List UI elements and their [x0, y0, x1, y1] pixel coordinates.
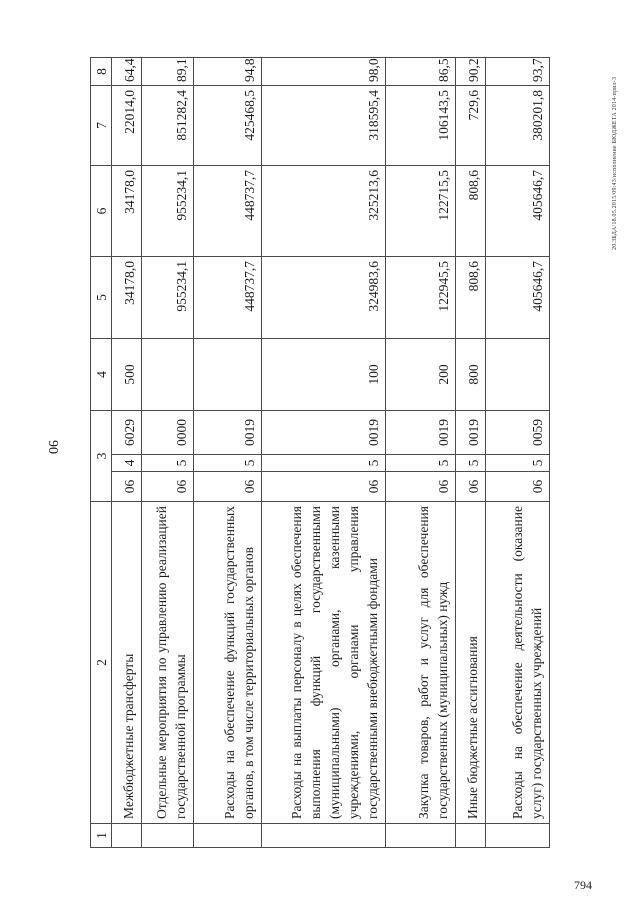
- value-cell: 106143,5: [386, 85, 456, 165]
- code-cell: 06: [194, 472, 262, 502]
- table-header-row: [91, 57, 112, 847]
- code-cell: 5: [456, 455, 486, 472]
- row-index-cell: [386, 824, 456, 848]
- value-cell: 89,1: [142, 57, 194, 85]
- value-cell: 955234,1: [142, 165, 194, 256]
- corner-page-number: 794: [574, 878, 592, 892]
- row-name: Иные бюджетные ассигнования: [456, 502, 486, 824]
- code-cell: [142, 338, 194, 410]
- code-cell: 06: [456, 472, 486, 502]
- value-cell: 64,4: [112, 57, 142, 85]
- row-index-cell: [456, 824, 486, 848]
- row-index-cell: [486, 824, 550, 848]
- code-cell: 100: [262, 338, 386, 410]
- code-cell: 0019: [194, 410, 262, 454]
- value-cell: 425468,5: [194, 85, 262, 165]
- value-cell: 98,0: [262, 57, 386, 85]
- code-cell: 0019: [456, 410, 486, 454]
- row-index-cell: [142, 824, 194, 848]
- code-cell: 5: [262, 455, 386, 472]
- value-cell: 448737,7: [194, 165, 262, 256]
- budget-table: [90, 57, 550, 848]
- column-header: 8: [91, 57, 112, 85]
- table-row: [386, 57, 456, 847]
- value-cell: 808,6: [456, 165, 486, 256]
- code-cell: 800: [456, 338, 486, 410]
- code-cell: [486, 338, 550, 410]
- value-cell: 34178,0: [112, 256, 142, 338]
- code-cell: 06: [262, 472, 386, 502]
- value-cell: 955234,1: [142, 256, 194, 338]
- column-header: 2: [91, 502, 112, 824]
- code-cell: 06: [142, 472, 194, 502]
- column-header: 6: [91, 165, 112, 256]
- row-index-cell: [194, 824, 262, 848]
- value-cell: 808,6: [456, 256, 486, 338]
- table-row: [262, 57, 386, 847]
- column-header: 7: [91, 85, 112, 165]
- file-path-footer: 20.3БДА/18.05.2015/09:43/исполнение БЮДЖЕТА 2014-прил-3: [612, 76, 618, 250]
- code-cell: 0059: [486, 410, 550, 454]
- value-cell: 318595,4: [262, 85, 386, 165]
- row-name: Отдельные мероприятия по управлению реализацией государственной программы: [142, 502, 194, 824]
- value-cell: 851282,4: [142, 85, 194, 165]
- value-cell: 94,8: [194, 57, 262, 85]
- value-cell: 405646,7: [486, 165, 550, 256]
- row-name: Расходы на обеспечение деятельности (оказание услуг) государственных учреждений: [486, 502, 550, 824]
- value-cell: 93,7: [486, 57, 550, 85]
- code-cell: 5: [194, 455, 262, 472]
- row-name: Расходы на обеспечение функций государственных органов, в том числе территориальных органов: [194, 502, 262, 824]
- column-header: 1: [91, 824, 112, 848]
- column-header: 5: [91, 256, 112, 338]
- page-number: 90: [45, 440, 60, 454]
- code-cell: 5: [386, 455, 456, 472]
- value-cell: 325213,6: [262, 165, 386, 256]
- value-cell: 90,2: [456, 57, 486, 85]
- table-row: [456, 57, 486, 847]
- code-cell: 4: [112, 455, 142, 472]
- value-cell: 380201,8: [486, 85, 550, 165]
- column-header: 4: [91, 338, 112, 410]
- code-cell: 06: [112, 472, 142, 502]
- value-cell: 448737,7: [194, 256, 262, 338]
- code-cell: [194, 338, 262, 410]
- row-name: Закупка товаров, работ и услуг для обеспечения государственных (муниципальных) нужд: [386, 502, 456, 824]
- row-name: Расходы на выплаты персоналу в целях обеспечения выполнения функций государственными (муниципальными) органами, казенными учреждениями, органами управления государственными внебюджетными фондами: [262, 502, 386, 824]
- column-header: 3: [91, 410, 112, 501]
- row-index-cell: [112, 824, 142, 848]
- value-cell: 86,5: [386, 57, 456, 85]
- table-row: [112, 57, 142, 847]
- value-cell: 122945,5: [386, 256, 456, 338]
- value-cell: 729,6: [456, 85, 486, 165]
- table-row: [486, 57, 550, 847]
- row-name: Межбюджетные трансферты: [112, 502, 142, 824]
- code-cell: 06: [486, 472, 550, 502]
- rotated-table-container: [90, 58, 545, 848]
- table-row: [194, 57, 262, 847]
- code-cell: 5: [486, 455, 550, 472]
- code-cell: 500: [112, 338, 142, 410]
- table-row: [142, 57, 194, 847]
- code-cell: 0019: [386, 410, 456, 454]
- row-index-cell: [262, 824, 386, 848]
- value-cell: 405646,7: [486, 256, 550, 338]
- code-cell: 0000: [142, 410, 194, 454]
- code-cell: 0019: [262, 410, 386, 454]
- code-cell: 200: [386, 338, 456, 410]
- value-cell: 22014,0: [112, 85, 142, 165]
- value-cell: 324983,6: [262, 256, 386, 338]
- value-cell: 122715,5: [386, 165, 456, 256]
- code-cell: 06: [386, 472, 456, 502]
- code-cell: 5: [142, 455, 194, 472]
- value-cell: 34178,0: [112, 165, 142, 256]
- code-cell: 6029: [112, 410, 142, 454]
